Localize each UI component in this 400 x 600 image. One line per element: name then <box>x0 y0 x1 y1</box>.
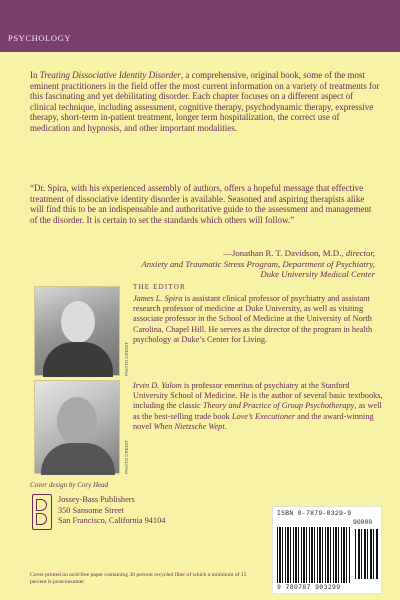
publisher-name: Jossey-Bass Publishers <box>58 495 135 504</box>
endorser-institution: Duke University Medical Center <box>260 269 375 280</box>
endorser-name: —Jonathan R. T. Davidson, M.D., <box>223 248 344 258</box>
contributor-photo-body <box>41 443 115 475</box>
cover-design-credit: Cover design by Cory Head <box>30 481 109 489</box>
contributor-bio-text-3: and the award-winning novel <box>133 411 374 431</box>
contributor-photo-face <box>57 397 97 445</box>
barcode-addon-bars <box>355 529 379 579</box>
category-label: PSYCHOLOGY <box>8 33 72 43</box>
endorser-role: director, <box>345 248 375 258</box>
contributor-bio-text-1: is professor emeritus of psychiatry at the Stanford University School of Medicine. He is the author of several basic textbooks, including the classic <box>133 381 383 411</box>
endorsement-attribution <box>120 248 375 280</box>
category-band <box>0 0 400 52</box>
editor-photo <box>34 286 120 376</box>
editor-name: James L. Spira <box>133 294 183 303</box>
contributor-photo-credit: PHOTO CREDIT <box>124 440 129 474</box>
editor-photo-face <box>61 301 95 343</box>
description-prefix: In <box>30 70 40 80</box>
contributor-book-3: When Nietzsche Wept <box>153 421 225 431</box>
editor-photo-body <box>43 342 113 377</box>
barcode-bars <box>277 527 351 583</box>
ean-text: 9 780787 903299 <box>277 584 341 591</box>
endorsement-quote: “Dr. Spira, with his experienced assembly of authors, offers a hopeful message that effective treatment of dissociative identity disorder is available. Seasoned and aspiring therapists alike will find this to be an indispensable and authoritative guide to the assessment and management of the disorder. It is certain to set the standards which others will follow.” <box>30 183 372 225</box>
barcode <box>272 506 382 594</box>
publisher-city: San Francisco, California 94104 <box>58 516 166 526</box>
description-body: , a comprehensive, original book, some of the most eminent practitioners in the field offer the most current information on a variety of treatments for this fascinating and yet debilitating disorder. Each chapter focuses on a different aspect of clinical technique, including assessment, cognitive therapy, psychodynamic therapy, expressive therapy, short-term in-patient treatment, longer term hospitalization, the correct use of medication and hypnosis, and other important modalities. <box>30 70 380 133</box>
contributor-bio-text-4: . <box>224 421 227 431</box>
book-description <box>30 70 380 134</box>
publisher-street: 350 Sansome Street <box>58 505 124 515</box>
price-code: 90000 <box>353 519 373 526</box>
editor-photo-credit: PHOTO CREDIT <box>124 342 129 376</box>
book-title: Treating Dissociative Identity Disorder <box>39 70 181 80</box>
editor-bio-text: is assistant clinical professor of psychiatry and assistant research professor of medicine at Duke University, as well as visiting associate professor in the School of Medicine at the University of North Carolina, Chapel Hill. He serves as the director of the program in health psychology at Duke’s Center for Living. <box>133 294 373 344</box>
isbn-text: ISBN 0-7879-0329-9 <box>277 510 352 517</box>
contributor-photo <box>34 380 120 474</box>
contributor-bio-text-2: , as well as the best-selling trade book <box>133 401 382 421</box>
print-note: Cover printed on acid-free paper containing 30 percent recycled fiber of which a minimum of 15 percent is postconsumer <box>30 572 247 585</box>
publisher-logo-icon <box>32 494 52 530</box>
editor-bio <box>133 294 383 345</box>
contributor-bio <box>133 381 383 432</box>
publisher-address <box>58 495 165 527</box>
contributor-book-2: Love’s Executioner <box>231 411 296 421</box>
endorser-program: Anxiety and Traumatic Stress Program, Department of Psychiatry, <box>141 258 375 269</box>
editor-heading: THE EDITOR <box>133 283 186 291</box>
contributor-name: Irvin D. Yalom <box>133 381 182 390</box>
contributor-book-1: Theory and Practice of Group Psychotherapy <box>202 401 355 411</box>
